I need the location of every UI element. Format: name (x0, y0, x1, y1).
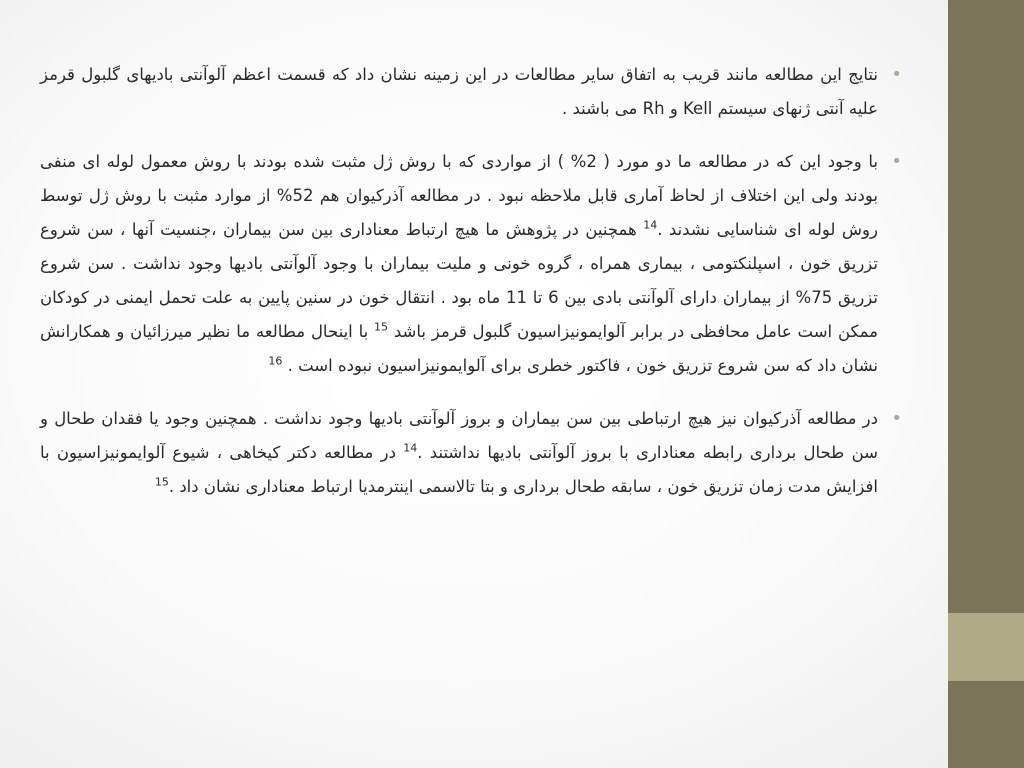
reference-number: 14 (643, 218, 658, 232)
bullet-text-part: در مطالعه آذرکیوان نیز هیچ ارتباطی بین سن بیماران و بروز آلوآنتی بادیها وجود نداشت . همچنین وجود یا فقدان طحال و سن طحال برداری رابطه معناداری با بروز آلوآنتی بادیها نداشتند . (40, 409, 878, 462)
reference-number: 15 (154, 475, 169, 489)
bullet-item-3 (40, 402, 902, 504)
bullet-text-part: با وجود این که در مطالعه ما دو مورد ( 2% ) از مواردی که با روش ژل مثبت شده بودند با روش معمول لوله ای منفی بودند ولی این اختلاف از لحاظ آماری قابل ملاحظه نبود . در مطالعه آذرکیوان هم 52% از موارد مثبت با روش ژل توسط روش لوله ای شناسایی نشدند . (40, 152, 878, 239)
bullet-text-part: با اینحال مطالعه ما نظیر میرزائیان و همکارانش نشان داد که سن شروع تزریق خون ، فاکتور خطری برای آلوایمونیزاسیون نبوده است . (40, 322, 878, 375)
bullet-item-1 (40, 58, 902, 126)
bullet-text-part: در مطالعه دکتر کیخاهی ، شیوع آلوایمونیزاسیون با افزایش مدت زمان تزریق خون ، سابقه طحال برداری و بتا تالاسمی اینترمدیا ارتباط معناداری نشان داد . (40, 443, 878, 496)
bullet-item-2 (40, 145, 902, 383)
reference-number: 15 (374, 320, 389, 334)
bullet-text-part: همچنین در پژوهش ما هیچ ارتباط معناداری بین سن بیماران ،جنسیت آنها ، سن شروع تزریق خون ، اسپلنکتومی ، بیماری همراه ، گروه خونی و ملیت بیماران با وجود آلوآنتی بادیها وجود نداشت . سن شروع تزریق 75% از بیماران دارای آلوآنتی بادی بین 6 تا 11 ماه بود . انتقال خون در سنین پایین به علت تحمل ایمنی در کودکان ممکن است عامل محافظی در برابر آلوایمونیزاسیون گلبول قرمز باشد (40, 220, 879, 341)
decorative-sidebar-band (948, 613, 1024, 681)
slide-content (40, 58, 902, 523)
reference-number: 14 (403, 441, 418, 455)
bullet-text: نتایج این مطالعه مانند قریب به اتفاق سایر مطالعات در این زمینه نشان داد که قسمت اعظم آلوآنتی بادیهای گلبول قرمز علیه آنتی ژنهای سیستم Kell و Rh می باشند . (40, 65, 878, 118)
reference-number: 16 (268, 354, 283, 368)
